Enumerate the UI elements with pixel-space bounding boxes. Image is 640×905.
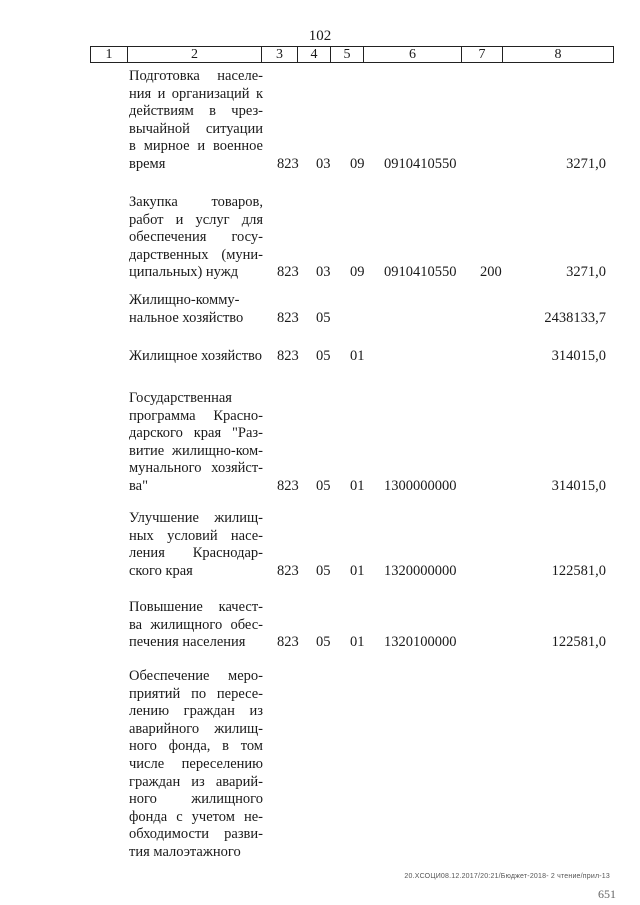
row-name (129, 292, 263, 327)
row-name-line: тия малоэтажного (129, 843, 241, 860)
cell-c4: 03 (316, 264, 331, 281)
header-col-6: 6 (364, 47, 462, 62)
cell-c6: 1320100000 (384, 634, 457, 651)
cell-c4: 05 (316, 478, 331, 494)
row-name-line: обходимости разви- (129, 826, 263, 843)
header-col-4: 4 (298, 47, 331, 62)
cell-c8: 3271,0 (566, 156, 606, 172)
row-name-line: дарственных (муни- (129, 246, 263, 263)
row-name-line: ного фонда, в том (129, 738, 263, 755)
row-name-line: Повышение качест- (129, 599, 263, 615)
cell-c3: 823 (277, 478, 299, 494)
row-name-line: ва" (129, 477, 149, 494)
row-name-line: мунального хозяйст- (129, 460, 263, 477)
row-name (129, 194, 263, 282)
header-col-7: 7 (462, 47, 503, 62)
cell-c5: 01 (350, 634, 365, 651)
table-header (90, 46, 614, 63)
row-name-line: ва жилищного обес- (129, 616, 263, 633)
row-name-line: Подготовка населе- (129, 68, 263, 84)
header-col-1: 1 (91, 47, 128, 62)
row-name-line: Закупка товаров, (129, 194, 263, 210)
row-name-line: в мирное и военное (129, 138, 263, 155)
cell-c3: 823 (277, 309, 299, 326)
row-name-line: Государственная (129, 390, 232, 406)
cell-c6: 1300000000 (384, 478, 457, 494)
cell-c3: 823 (277, 348, 299, 364)
header-col-3: 3 (262, 47, 298, 62)
row-name (129, 668, 263, 862)
row-name-line: печения населения (129, 634, 246, 651)
cell-c4: 05 (316, 562, 331, 579)
row-name-line: вычайной ситуации (129, 120, 263, 137)
row-name-line: ления Краснодар- (129, 545, 263, 562)
cell-c3: 823 (277, 634, 299, 651)
cell-c8: 122581,0 (551, 562, 606, 579)
row-name-line: ского края (129, 562, 193, 579)
cell-c8: 3271,0 (566, 264, 606, 281)
row-name-line: аварийного жилищ- (129, 720, 263, 737)
cell-c6: 1320000000 (384, 562, 457, 579)
row-name-line: обеспечения госу- (129, 229, 263, 246)
header-col-8: 8 (554, 47, 562, 62)
cell-c3: 823 (277, 562, 299, 579)
row-name-line: Обеспечение меро- (129, 668, 263, 684)
row-name-line: действиям в чрез- (129, 103, 263, 120)
row-name-line: приятий по пересе- (129, 685, 263, 702)
row-name-line: время (129, 155, 166, 172)
cell-c5: 01 (350, 478, 365, 494)
row-name-line: Улучшение жилищ- (129, 510, 263, 526)
row-name (129, 599, 263, 652)
row-name-line: ного жилищного (129, 791, 263, 808)
cell-c7: 200 (480, 264, 502, 281)
row-name (129, 68, 263, 174)
row-name-line: витие жилищно-ком- (129, 442, 263, 459)
cell-c3: 823 (277, 156, 299, 172)
row-name-line: Жилищно-комму- (129, 292, 240, 308)
row-name-line: работ и услуг для (129, 211, 263, 228)
cell-c5: 01 (350, 562, 365, 579)
cell-c4: 05 (316, 634, 331, 651)
row-name-line: нальное хозяйство (129, 309, 244, 326)
row-name-line: ных условий насе- (129, 527, 263, 544)
row-name-line: ципальных) нужд (129, 264, 239, 281)
row-name-line: ния и организаций к (129, 85, 263, 102)
cell-c5: 01 (350, 348, 365, 364)
cell-c8: 314015,0 (551, 478, 606, 494)
row-name-line: Жилищное хозяйство (129, 348, 263, 364)
row-name-line: граждан из аварий- (129, 773, 263, 790)
row-name-line: программа Красно- (129, 407, 263, 424)
cell-c4: 05 (316, 348, 331, 364)
footer-path: 20.XСОЦИ08.12.2017/20:21/Бюджет-2018- 2 чтение/прил-13 (404, 873, 610, 880)
row-name-line: числе переселению (129, 755, 263, 772)
row-name (129, 348, 263, 366)
cell-c6: 0910410550 (384, 264, 457, 281)
row-name-line: дарского края "Раз- (129, 425, 263, 442)
header-col-5: 5 (331, 47, 364, 62)
cell-c4: 05 (316, 309, 331, 326)
page-stamp: 651 (598, 887, 616, 901)
cell-c5: 09 (350, 264, 365, 281)
row-name (129, 510, 263, 580)
cell-c6: 0910410550 (384, 156, 457, 172)
cell-c3: 823 (277, 264, 299, 281)
header-col-2: 2 (128, 47, 262, 62)
row-name (129, 390, 263, 496)
cell-c4: 03 (316, 156, 331, 172)
cell-c8: 2438133,7 (544, 309, 606, 326)
page-number: 102 (308, 28, 332, 44)
cell-c8: 122581,0 (551, 634, 606, 651)
cell-c8: 314015,0 (551, 348, 606, 364)
row-name-line: лению граждан из (129, 703, 263, 720)
row-name-line: фонда с учетом не- (129, 808, 263, 825)
cell-c5: 09 (350, 156, 365, 172)
